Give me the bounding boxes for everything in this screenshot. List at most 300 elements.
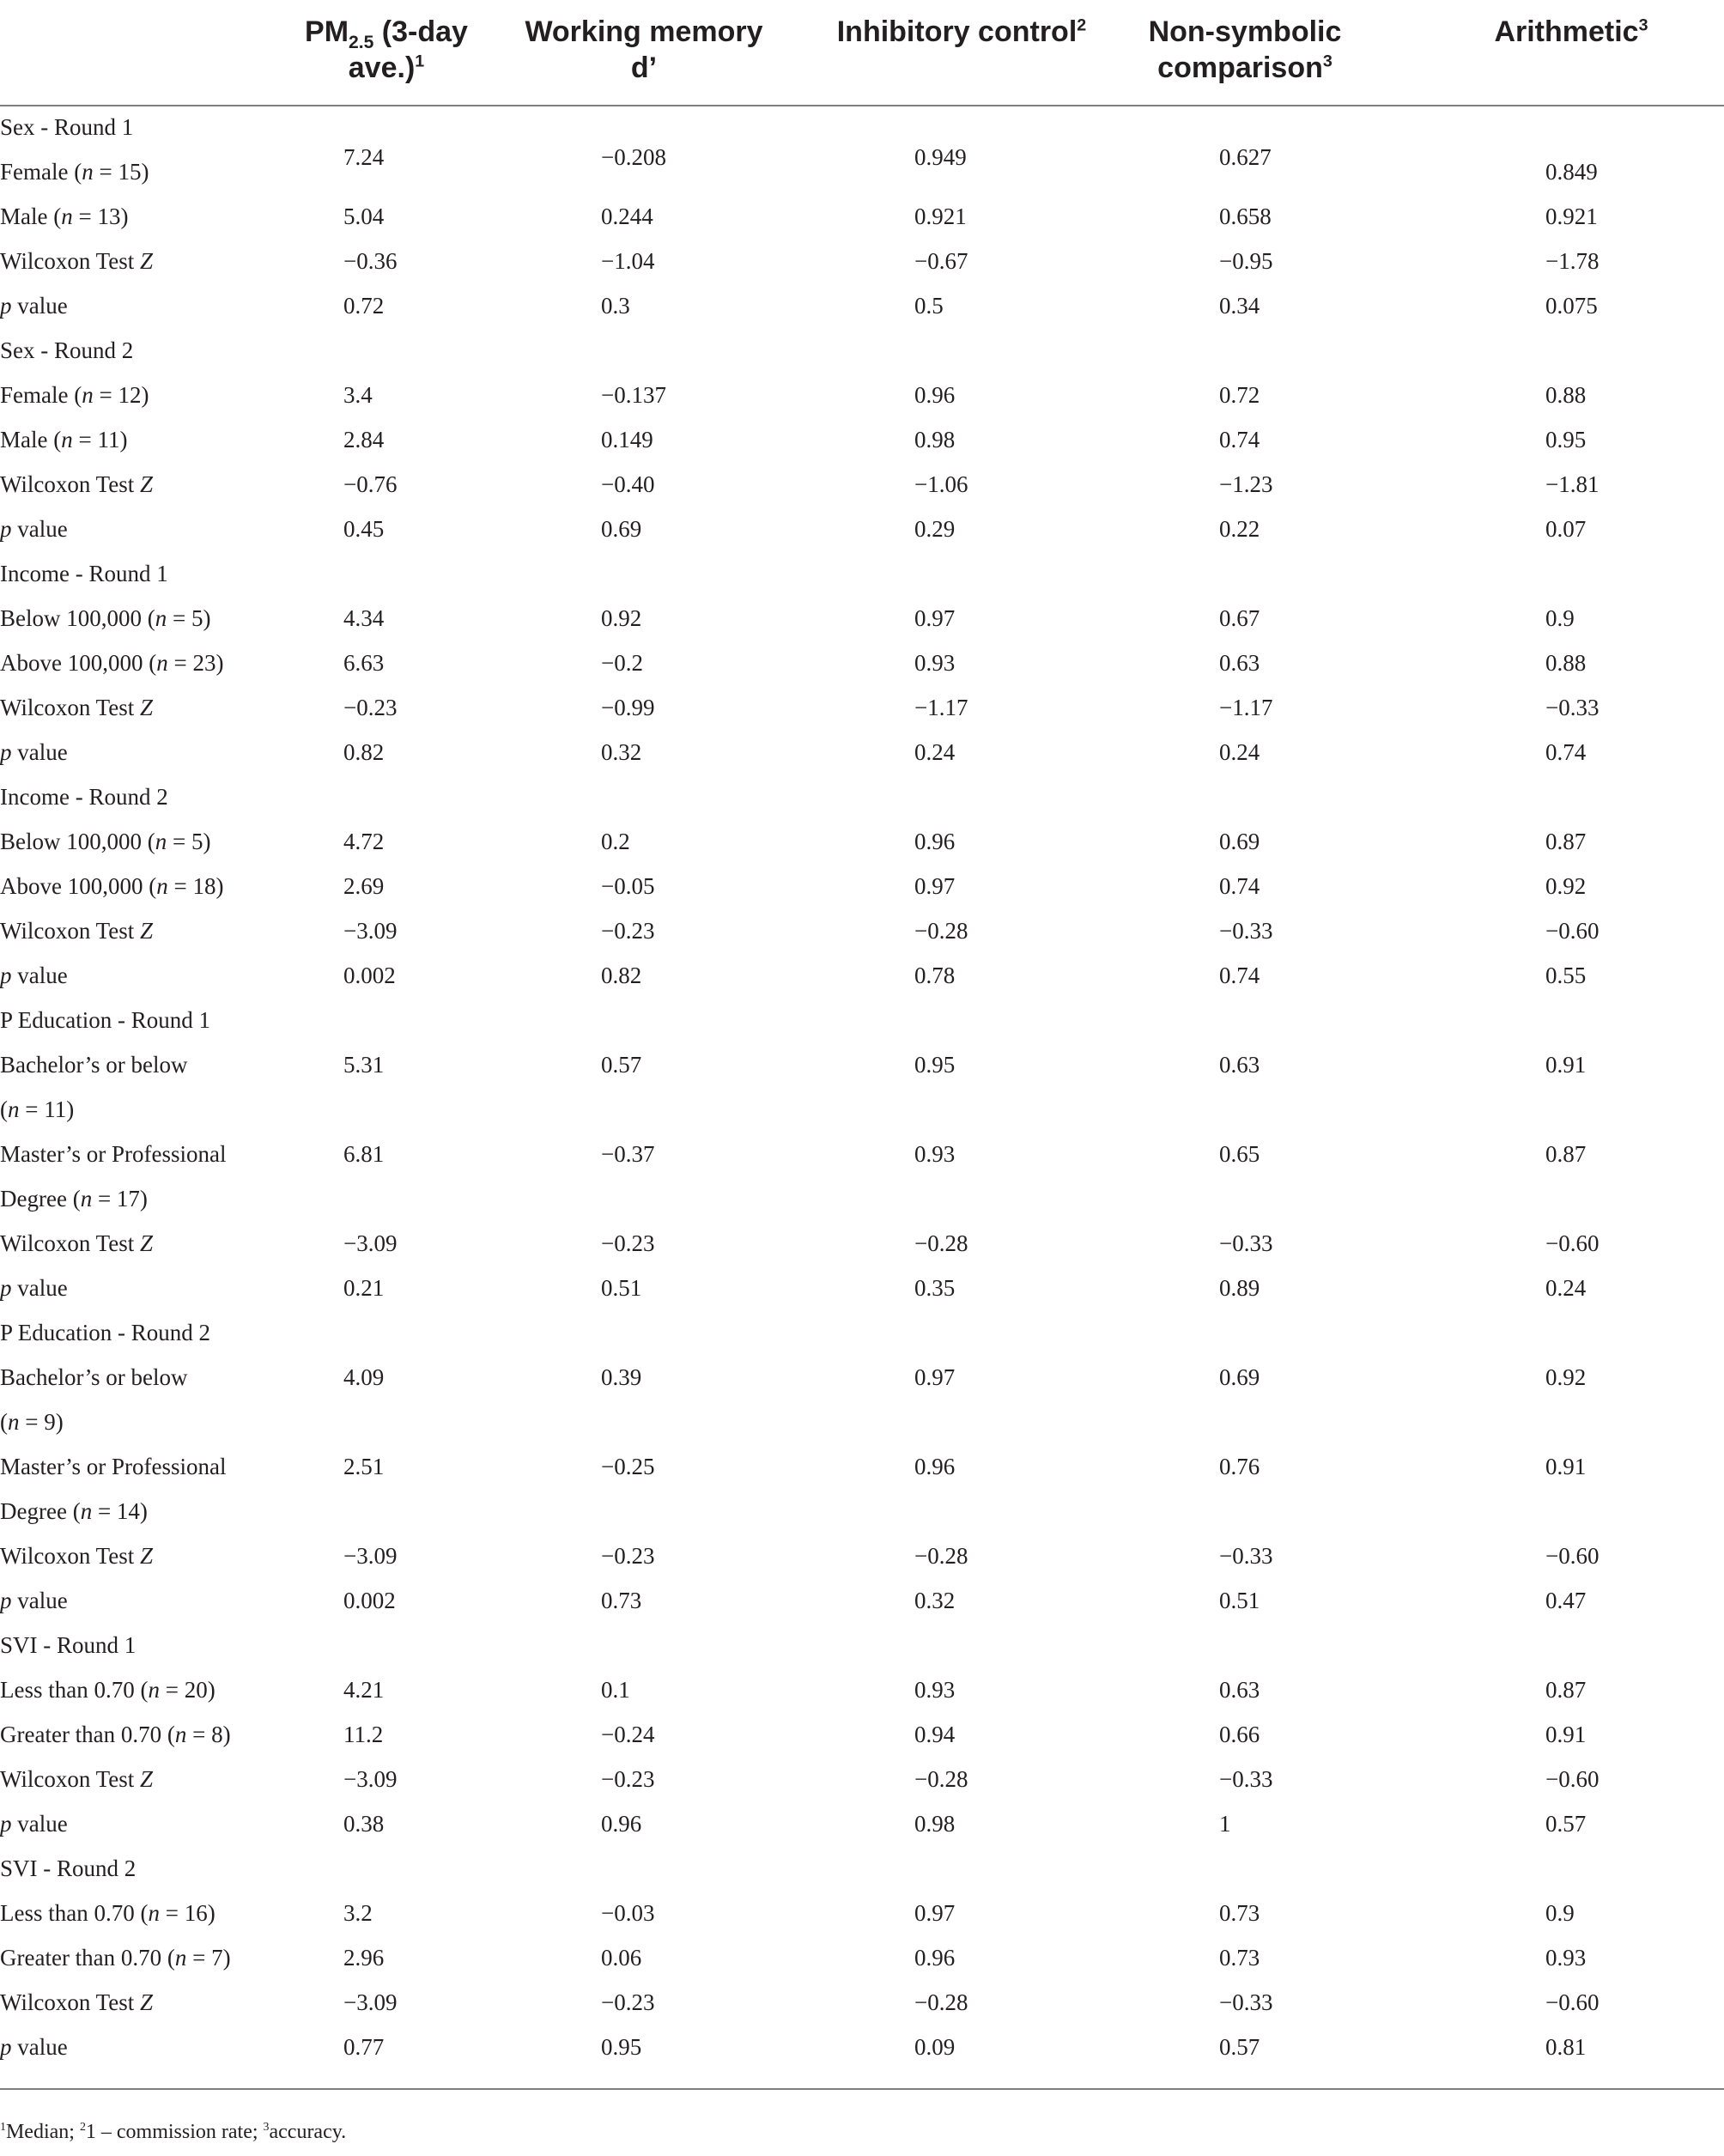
row-label xyxy=(0,1764,153,1794)
label-part: = 9) xyxy=(19,1409,64,1435)
label-part: P Education - Round 2 xyxy=(0,1320,210,1345)
table-cell: 0.93 xyxy=(914,1677,956,1703)
table-cell: 0.92 xyxy=(601,605,642,631)
table-cell: 0.849 xyxy=(1545,159,1598,185)
table-cell: 11.2 xyxy=(343,1722,384,1747)
table-cell: 0.88 xyxy=(1545,382,1587,408)
label-part: Bachelor’s or below xyxy=(0,1052,188,1078)
table-cell: 0.51 xyxy=(1219,1588,1260,1613)
table-cell: −0.24 xyxy=(601,1722,655,1747)
table-cell: 2.84 xyxy=(343,427,385,452)
header-working-memory: Working memory d’ xyxy=(525,15,763,84)
table-cell: −1.81 xyxy=(1545,471,1600,497)
table-cell: 7.24 xyxy=(343,144,385,170)
label-part: SVI - Round 1 xyxy=(0,1632,137,1658)
label-part: = 15) xyxy=(93,159,149,185)
row-label xyxy=(0,1184,148,1213)
header-rule xyxy=(0,105,1724,106)
table-cell: −0.67 xyxy=(914,248,968,274)
label-part: value xyxy=(11,293,68,319)
row-label xyxy=(0,112,133,142)
row-label xyxy=(0,1631,136,1660)
row-label xyxy=(0,1943,231,1972)
table-cell: −0.36 xyxy=(343,248,398,274)
table-cell: 5.04 xyxy=(343,203,385,229)
label-part: Degree ( xyxy=(0,1498,81,1524)
row-label xyxy=(0,559,168,588)
row-label xyxy=(0,1005,210,1035)
row-label xyxy=(0,648,223,677)
table-cell: 0.2 xyxy=(601,829,630,854)
row-label xyxy=(0,380,149,410)
header-non-symbolic-comparison: Non-symbolic comparison$^3$ xyxy=(1148,15,1342,84)
label-part: value xyxy=(11,516,68,542)
label-part: value xyxy=(11,1811,68,1837)
row-label xyxy=(0,2032,68,2062)
table-cell: 0.74 xyxy=(1219,963,1260,988)
table-cell: −0.2 xyxy=(601,650,643,676)
table-cell: −0.33 xyxy=(1219,1543,1273,1569)
label-part: Wilcoxon Test xyxy=(0,1766,141,1792)
label-part: p xyxy=(0,1275,12,1301)
label-part: Below 100,000 ( xyxy=(0,829,155,854)
table-cell: 0.24 xyxy=(1219,739,1260,765)
table-cell: −1.04 xyxy=(601,248,655,274)
table-cell: −0.23 xyxy=(601,1989,655,2015)
table-cell: 0.96 xyxy=(601,1811,642,1837)
table-cell: −3.09 xyxy=(343,918,398,944)
label-part: = 13) xyxy=(72,203,129,229)
label-part: Female ( xyxy=(0,382,82,408)
table-cell: 0.91 xyxy=(1545,1052,1587,1078)
table-cell: 0.24 xyxy=(1545,1275,1587,1301)
table-cell: 0.002 xyxy=(343,963,396,988)
table-cell: 0.55 xyxy=(1545,963,1587,988)
table-cell: −0.33 xyxy=(1219,918,1273,944)
table-cell: 0.87 xyxy=(1545,1141,1587,1167)
label-part: p xyxy=(0,2034,12,2060)
table-cell: −0.208 xyxy=(601,144,666,170)
table-cell: 4.72 xyxy=(343,829,385,854)
table-cell: 0.97 xyxy=(914,1364,956,1390)
label-part: Above 100,000 ( xyxy=(0,650,157,676)
label-part: Above 100,000 ( xyxy=(0,873,157,899)
table-cell: 0.96 xyxy=(914,382,956,408)
label-part: Less than 0.70 ( xyxy=(0,1677,149,1703)
table-cell: 0.93 xyxy=(914,1141,956,1167)
label-part: value xyxy=(11,1588,68,1613)
label-part: Wilcoxon Test xyxy=(0,1543,141,1569)
label-part: Wilcoxon Test xyxy=(0,471,141,497)
table-cell: −0.23 xyxy=(601,918,655,944)
label-part: value xyxy=(11,739,68,765)
label-part: ( xyxy=(0,1409,8,1435)
table-cell: 1 xyxy=(1219,1811,1231,1837)
table-cell: 0.149 xyxy=(601,427,653,452)
row-label xyxy=(0,1407,64,1436)
label-part: P Education - Round 1 xyxy=(0,1007,210,1033)
label-part: Wilcoxon Test xyxy=(0,1989,141,2015)
table-cell: 0.35 xyxy=(914,1275,956,1301)
table-cell: 0.96 xyxy=(914,1454,956,1479)
table-cell: 0.39 xyxy=(601,1364,642,1390)
table-cell: −1.23 xyxy=(1219,471,1273,497)
label-part: n xyxy=(155,605,167,631)
table-cell: 0.921 xyxy=(1545,203,1598,229)
label-part: n xyxy=(82,382,94,408)
table-cell: −0.23 xyxy=(601,1543,655,1569)
table-cell: −1.78 xyxy=(1545,248,1600,274)
table-cell: −0.60 xyxy=(1545,918,1600,944)
label-part: Bachelor’s or below xyxy=(0,1364,188,1390)
header-pm25: $PM_{2.5}$ (3-day ave.)$^1$ xyxy=(305,15,468,84)
table-cell: 0.69 xyxy=(601,516,642,542)
table-cell: −0.23 xyxy=(343,695,398,720)
row-label xyxy=(0,157,149,186)
row-label xyxy=(0,1988,153,2017)
table-cell: 2.51 xyxy=(343,1454,385,1479)
row-label xyxy=(0,604,210,633)
label-part: n xyxy=(155,829,167,854)
row-label xyxy=(0,1720,231,1749)
label-part: = 7) xyxy=(186,1945,231,1971)
label-part: n xyxy=(61,203,73,229)
label-part: Greater than 0.70 ( xyxy=(0,1945,175,1971)
label-part: n xyxy=(8,1096,20,1122)
table-cell: 0.94 xyxy=(914,1722,956,1747)
table-cell: 0.29 xyxy=(914,516,956,542)
label-part: value xyxy=(11,2034,68,2060)
table-cell: −1.06 xyxy=(914,471,968,497)
table-cell: −0.37 xyxy=(601,1141,655,1167)
table-cell: −0.60 xyxy=(1545,1543,1600,1569)
label-part: Z xyxy=(140,1543,154,1569)
label-part: SVI - Round 2 xyxy=(0,1855,137,1881)
row-label xyxy=(0,1452,226,1481)
table-cell: 0.81 xyxy=(1545,2034,1587,2060)
label-part: ( xyxy=(0,1096,8,1122)
row-label xyxy=(0,246,153,276)
label-part: = 14) xyxy=(92,1498,148,1524)
label-part: = 20) xyxy=(159,1677,216,1703)
row-label xyxy=(0,872,223,901)
table-cell: 0.1 xyxy=(601,1677,630,1703)
label-part: = 12) xyxy=(93,382,149,408)
table-cell: 0.96 xyxy=(914,1945,956,1971)
table-cell: 0.34 xyxy=(1219,293,1260,319)
label-part: value xyxy=(11,963,68,988)
table-cell: −3.09 xyxy=(343,1230,398,1256)
table-cell: −0.28 xyxy=(914,918,968,944)
label-part: Master’s or Professional xyxy=(0,1141,227,1167)
label-part: n xyxy=(80,1498,93,1524)
row-label xyxy=(0,336,133,365)
label-part: Wilcoxon Test xyxy=(0,1230,141,1256)
label-part: n xyxy=(80,1186,93,1212)
table-cell: 0.51 xyxy=(601,1275,642,1301)
table-cell: 0.89 xyxy=(1219,1275,1260,1301)
table-cell: 0.87 xyxy=(1545,1677,1587,1703)
table-cell: 0.22 xyxy=(1219,516,1260,542)
table-cell: 0.38 xyxy=(343,1811,385,1837)
label-part: = 11) xyxy=(72,427,128,452)
label-part: Z xyxy=(140,248,154,274)
table-cell: 0.57 xyxy=(601,1052,642,1078)
table-cell: −0.03 xyxy=(601,1900,655,1926)
label-part: n xyxy=(174,1945,187,1971)
table-cell: 0.76 xyxy=(1219,1454,1260,1479)
row-label xyxy=(0,291,68,320)
table-cell: 0.57 xyxy=(1219,2034,1260,2060)
label-part: Less than 0.70 ( xyxy=(0,1900,149,1926)
row-label xyxy=(0,693,153,722)
label-part: Z xyxy=(140,1989,154,2015)
row-label xyxy=(0,1675,216,1704)
table-cell: 5.31 xyxy=(343,1052,385,1078)
bottom-rule xyxy=(0,2088,1724,2090)
label-part: p xyxy=(0,739,12,765)
table-cell: 0.73 xyxy=(601,1588,642,1613)
label-part: n xyxy=(61,427,73,452)
table-cell: 0.07 xyxy=(1545,516,1587,542)
table-cell: 0.93 xyxy=(914,650,956,676)
label-part: = 23) xyxy=(167,650,224,676)
table-cell: 0.93 xyxy=(1545,1945,1587,1971)
label-part: = 5) xyxy=(167,605,211,631)
table-cell: 0.82 xyxy=(343,739,385,765)
row-label xyxy=(0,1139,226,1169)
table-cell: 0.73 xyxy=(1219,1945,1260,1971)
table-cell: 4.21 xyxy=(343,1677,385,1703)
label-part: n xyxy=(148,1900,160,1926)
label-part: Z xyxy=(140,471,154,497)
table-cell: 0.92 xyxy=(1545,873,1587,899)
table-cell: 0.88 xyxy=(1545,650,1587,676)
table-cell: 0.075 xyxy=(1545,293,1598,319)
table-cell: 0.5 xyxy=(914,293,944,319)
label-part: = 18) xyxy=(167,873,224,899)
table-cell: −0.23 xyxy=(601,1766,655,1792)
table-cell: −3.09 xyxy=(343,1766,398,1792)
table-cell: 0.627 xyxy=(1219,144,1272,170)
table-cell: 4.09 xyxy=(343,1364,385,1390)
table-cell: 0.92 xyxy=(1545,1364,1587,1390)
table-cell: 0.87 xyxy=(1545,829,1587,854)
row-label xyxy=(0,1541,153,1570)
table-cell: 0.32 xyxy=(601,739,642,765)
table-cell: 3.4 xyxy=(343,382,373,408)
table-cell: 0.949 xyxy=(914,144,967,170)
row-label xyxy=(0,202,128,231)
label-part: p xyxy=(0,963,12,988)
row-label xyxy=(0,425,127,454)
table-cell: −0.99 xyxy=(601,695,655,720)
label-part: Z xyxy=(140,1766,154,1792)
table-cell: 0.47 xyxy=(1545,1588,1587,1613)
table-cell: 6.81 xyxy=(343,1141,385,1167)
table-cell: 0.9 xyxy=(1545,605,1575,631)
table-cell: −0.23 xyxy=(601,1230,655,1256)
label-part: Male ( xyxy=(0,203,62,229)
label-part: n xyxy=(156,873,168,899)
table-cell: 0.73 xyxy=(1219,1900,1260,1926)
row-label xyxy=(0,470,153,499)
label-part: n xyxy=(156,650,168,676)
label-part: Sex - Round 2 xyxy=(0,337,134,363)
table-cell: 0.74 xyxy=(1545,739,1587,765)
table-cell: 0.97 xyxy=(914,873,956,899)
table-cell: 0.69 xyxy=(1219,829,1260,854)
row-label xyxy=(0,916,153,945)
row-label xyxy=(0,1809,68,1838)
row-label xyxy=(0,961,68,990)
label-part: Wilcoxon Test xyxy=(0,248,141,274)
table-cell: 0.72 xyxy=(343,293,385,319)
table-cell: 0.98 xyxy=(914,1811,956,1837)
row-label xyxy=(0,1363,187,1392)
table-cell: 3.2 xyxy=(343,1900,373,1926)
table-cell: 0.06 xyxy=(601,1945,642,1971)
table-cell: −0.33 xyxy=(1219,1230,1273,1256)
table-cell: 0.57 xyxy=(1545,1811,1587,1837)
table-cell: 0.97 xyxy=(914,605,956,631)
label-part: Z xyxy=(140,695,154,720)
table-cell: 0.65 xyxy=(1219,1141,1260,1167)
label-part: = 11) xyxy=(19,1096,75,1122)
label-part: n xyxy=(148,1677,160,1703)
label-part: Degree ( xyxy=(0,1186,81,1212)
row-label xyxy=(0,1497,148,1526)
header-inhibitory-control: Inhibitory control$^2$ xyxy=(836,15,1087,48)
label-part: Greater than 0.70 ( xyxy=(0,1722,175,1747)
row-label xyxy=(0,1854,136,1883)
table-cell: 0.67 xyxy=(1219,605,1260,631)
table-cell: 0.09 xyxy=(914,2034,956,2060)
table-cell: 0.74 xyxy=(1219,427,1260,452)
row-label xyxy=(0,1273,68,1303)
table-cell: 0.63 xyxy=(1219,1677,1260,1703)
table-cell: 0.95 xyxy=(601,2034,642,2060)
table-cell: −0.28 xyxy=(914,1543,968,1569)
table-cell: 0.95 xyxy=(1545,427,1587,452)
label-part: Wilcoxon Test xyxy=(0,695,141,720)
table-cell: 0.45 xyxy=(343,516,385,542)
label-part: = 17) xyxy=(92,1186,148,1212)
table-cell: 0.24 xyxy=(914,739,956,765)
label-part: n xyxy=(82,159,94,185)
label-part: n xyxy=(8,1409,20,1435)
table-cell: 0.97 xyxy=(914,1900,956,1926)
label-part: p xyxy=(0,516,12,542)
table-cell: 2.96 xyxy=(343,1945,385,1971)
table-cell: −0.25 xyxy=(601,1454,655,1479)
table-cell: −3.09 xyxy=(343,1543,398,1569)
table-cell: 0.72 xyxy=(1219,382,1260,408)
table-cell: 0.91 xyxy=(1545,1722,1587,1747)
label-part: Wilcoxon Test xyxy=(0,918,141,944)
table-cell: −0.60 xyxy=(1545,1766,1600,1792)
table-cell: 0.921 xyxy=(914,203,967,229)
label-part: p xyxy=(0,293,12,319)
table-cell: −0.137 xyxy=(601,382,666,408)
table-cell: 2.69 xyxy=(343,873,385,899)
table-cell: 0.244 xyxy=(601,203,653,229)
table-cell: 0.95 xyxy=(914,1052,956,1078)
table-cell: 0.91 xyxy=(1545,1454,1587,1479)
label-part: Income - Round 2 xyxy=(0,784,168,810)
row-label xyxy=(0,782,168,811)
table-cell: −0.28 xyxy=(914,1230,968,1256)
table-cell: 0.78 xyxy=(914,963,956,988)
label-part: Master’s or Professional xyxy=(0,1454,227,1479)
table-cell: 0.96 xyxy=(914,829,956,854)
label-part: p xyxy=(0,1811,12,1837)
table-cell: −0.60 xyxy=(1545,1989,1600,2015)
table-cell: 0.74 xyxy=(1219,873,1260,899)
row-label xyxy=(0,827,210,856)
table-cell: 0.69 xyxy=(1219,1364,1260,1390)
row-label xyxy=(0,738,68,767)
table-cell: 0.66 xyxy=(1219,1722,1260,1747)
label-part: p xyxy=(0,1588,12,1613)
label-part: Z xyxy=(140,918,154,944)
table-cell: −0.28 xyxy=(914,1766,968,1792)
table-cell: −1.17 xyxy=(1219,695,1273,720)
table-cell: −0.05 xyxy=(601,873,655,899)
label-part: Z xyxy=(140,1230,154,1256)
table-cell: 0.82 xyxy=(601,963,642,988)
label-part: Sex - Round 1 xyxy=(0,114,134,140)
table-cell: −0.28 xyxy=(914,1989,968,2015)
table-cell: −0.33 xyxy=(1545,695,1600,720)
label-part: Income - Round 1 xyxy=(0,561,168,586)
label-part: Male ( xyxy=(0,427,62,452)
footnote: $^1$Median; $^2$1 – commission rate; $^3$accuracy. xyxy=(0,2121,347,2143)
table-cell: 0.002 xyxy=(343,1588,396,1613)
table-cell: −0.76 xyxy=(343,471,398,497)
table-cell: −3.09 xyxy=(343,1989,398,2015)
table-cell: 0.63 xyxy=(1219,1052,1260,1078)
row-label xyxy=(0,1050,187,1079)
row-label xyxy=(0,1318,210,1347)
table-cell: −1.17 xyxy=(914,695,968,720)
label-part: = 8) xyxy=(186,1722,231,1747)
table-cell: 0.21 xyxy=(343,1275,385,1301)
label-part: value xyxy=(11,1275,68,1301)
table-cell: 6.63 xyxy=(343,650,385,676)
row-label xyxy=(0,514,68,544)
table-cell: −0.33 xyxy=(1219,1766,1273,1792)
label-part: Female ( xyxy=(0,159,82,185)
table-cell: 0.32 xyxy=(914,1588,956,1613)
table-cell: 0.98 xyxy=(914,427,956,452)
table-cell: 0.9 xyxy=(1545,1900,1575,1926)
table-cell: 0.77 xyxy=(343,2034,385,2060)
table-cell: 0.3 xyxy=(601,293,630,319)
header-arithmetic: Arithmetic$^3$ xyxy=(1494,15,1648,48)
table-cell: −0.40 xyxy=(601,471,655,497)
row-label xyxy=(0,1095,74,1124)
table-cell: −0.95 xyxy=(1219,248,1273,274)
label-part: = 16) xyxy=(159,1900,216,1926)
row-label xyxy=(0,1586,68,1615)
row-label xyxy=(0,1898,216,1928)
table-cell: −0.33 xyxy=(1219,1989,1273,2015)
row-label xyxy=(0,1229,153,1258)
label-part: n xyxy=(174,1722,187,1747)
label-part: Below 100,000 ( xyxy=(0,605,155,631)
label-part: = 5) xyxy=(167,829,211,854)
